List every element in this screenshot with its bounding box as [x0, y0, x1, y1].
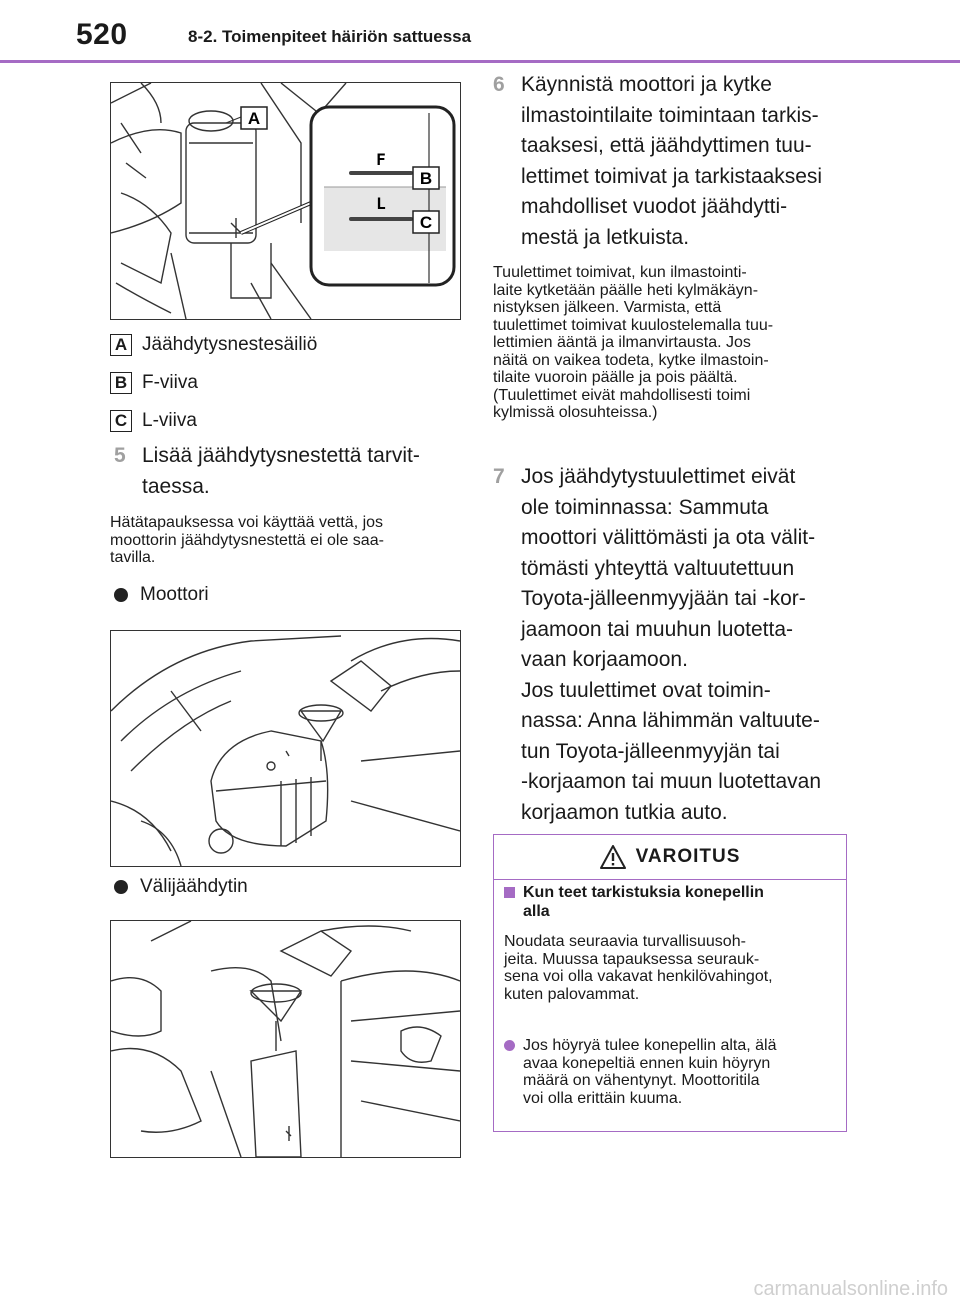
- intercooler-refill-figure: [110, 920, 461, 1158]
- step-7: [493, 462, 853, 828]
- l-mark-label: L: [376, 194, 386, 213]
- engine-refill-figure: [110, 630, 461, 867]
- legend-text: Jäähdytysnestesäiliö: [142, 334, 318, 355]
- step-text: Käynnistä moottori ja kytke ilmastointilaite toimintaan tarkis- taaksesi, että jäähdyttimen tuu- lettimet toimivat ja tarkistaaksesi mahdolliset vuodot jäähdytti- mestä ja letkuista.: [521, 73, 823, 249]
- square-bullet-icon: [504, 887, 515, 898]
- page-number: 520: [76, 18, 128, 51]
- bullet-intercooler: [114, 876, 248, 898]
- page-header: [0, 0, 960, 64]
- legend-item-b: [110, 372, 198, 394]
- f-mark-label: F: [376, 150, 386, 169]
- bullet-text: Moottori: [140, 584, 209, 605]
- step-6: [493, 70, 853, 253]
- legend-letter: C: [110, 410, 132, 432]
- step-text: Lisää jäähdytysnestettä tarvit- taessa.: [142, 444, 420, 498]
- callout-c: C: [419, 213, 433, 232]
- emergency-water-note: Hätätapauksessa voi käyttää vettä, jos moottorin jäähdytysnestettä ei ole saa- tavilla.: [110, 514, 384, 566]
- step-5: [114, 441, 464, 502]
- legend-letter: A: [110, 334, 132, 356]
- engine-refill-illustration: [111, 631, 460, 866]
- warning-bullet-text: Jos höyryä tulee konepellin alta, älä avaa konepeltiä ennen kuin höyryn määrä on vähentynyt. Moottoritila voi olla erittäin kuuma.: [523, 1037, 777, 1107]
- legend-letter: B: [110, 372, 132, 394]
- warning-title: VAROITUS: [635, 846, 741, 867]
- legend-item-c: [110, 410, 197, 432]
- header-rule: [0, 60, 960, 63]
- warning-text: Noudata seuraavia turvallisuusoh- jeita. Muussa tapauksessa seurauk- sena voi olla vakavat henkilövahingot, kuten palovammat.: [504, 933, 773, 1003]
- warning-header: [494, 835, 846, 880]
- legend-item-a: [110, 334, 317, 356]
- legend-text: L-viiva: [142, 410, 197, 431]
- callout-b: B: [419, 169, 433, 188]
- warning-triangle-icon: [600, 845, 626, 869]
- coolant-reservoir-figure: [110, 82, 461, 320]
- step-number: 6: [493, 73, 505, 96]
- step-number: 5: [114, 444, 126, 467]
- bullet-text: Välijäähdytin: [140, 876, 248, 897]
- warning-box: [493, 834, 847, 1132]
- warning-subheading-text: Kun teet tarkistuksia konepellin alla: [523, 884, 764, 920]
- coolant-reservoir-illustration: [111, 83, 460, 319]
- intercooler-refill-illustration: [111, 921, 460, 1157]
- warning-bullet: [504, 1037, 777, 1107]
- legend-text: F-viiva: [142, 372, 198, 393]
- warning-subheading: [504, 883, 764, 921]
- circle-bullet-icon: [504, 1040, 515, 1051]
- bullet-engine: [114, 584, 209, 606]
- section-title: 8-2. Toimenpiteet häiriön sattuessa: [188, 27, 472, 46]
- watermark: carmanualsonline.info: [753, 1278, 948, 1300]
- bullet-dot: [114, 588, 128, 602]
- bullet-dot: [114, 880, 128, 894]
- fan-operation-note: Tuulettimet toimivat, kun ilmastointi- laite kytketään päälle heti kylmäkäyn- nistyksen jälkeen. Varmista, että tuulettimet toimivat kuulostelemalla tuu- lettimien ääntä ja ilmanvirtausta. Jos näitä on vaikea todeta, kytke ilmastoin- tilaite vuoroin päälle ja pois päältä. (Tuulettimet eivät mahdollisesti toimi kylmissä olosuhteissa.): [493, 264, 774, 421]
- callout-a: A: [247, 109, 261, 128]
- step-text: Jos jäähdytystuulettimet eivät ole toiminnassa: Sammuta moottori välittömästi ja ota välit- tömästi yhteyttä valtuutettuun Toyota-jälleenmyyjään tai -kor- jaamoon tai muuhun luotetta- vaan korjaamoon. Jos tuulettimet ovat toimin- nassa: Anna lähimmän valtuute- tun Toyota-jälleenmyyjän tai -korjaamon tai muun luotettavan korjaamon tutkia auto.: [521, 465, 821, 824]
- step-number: 7: [493, 465, 505, 488]
